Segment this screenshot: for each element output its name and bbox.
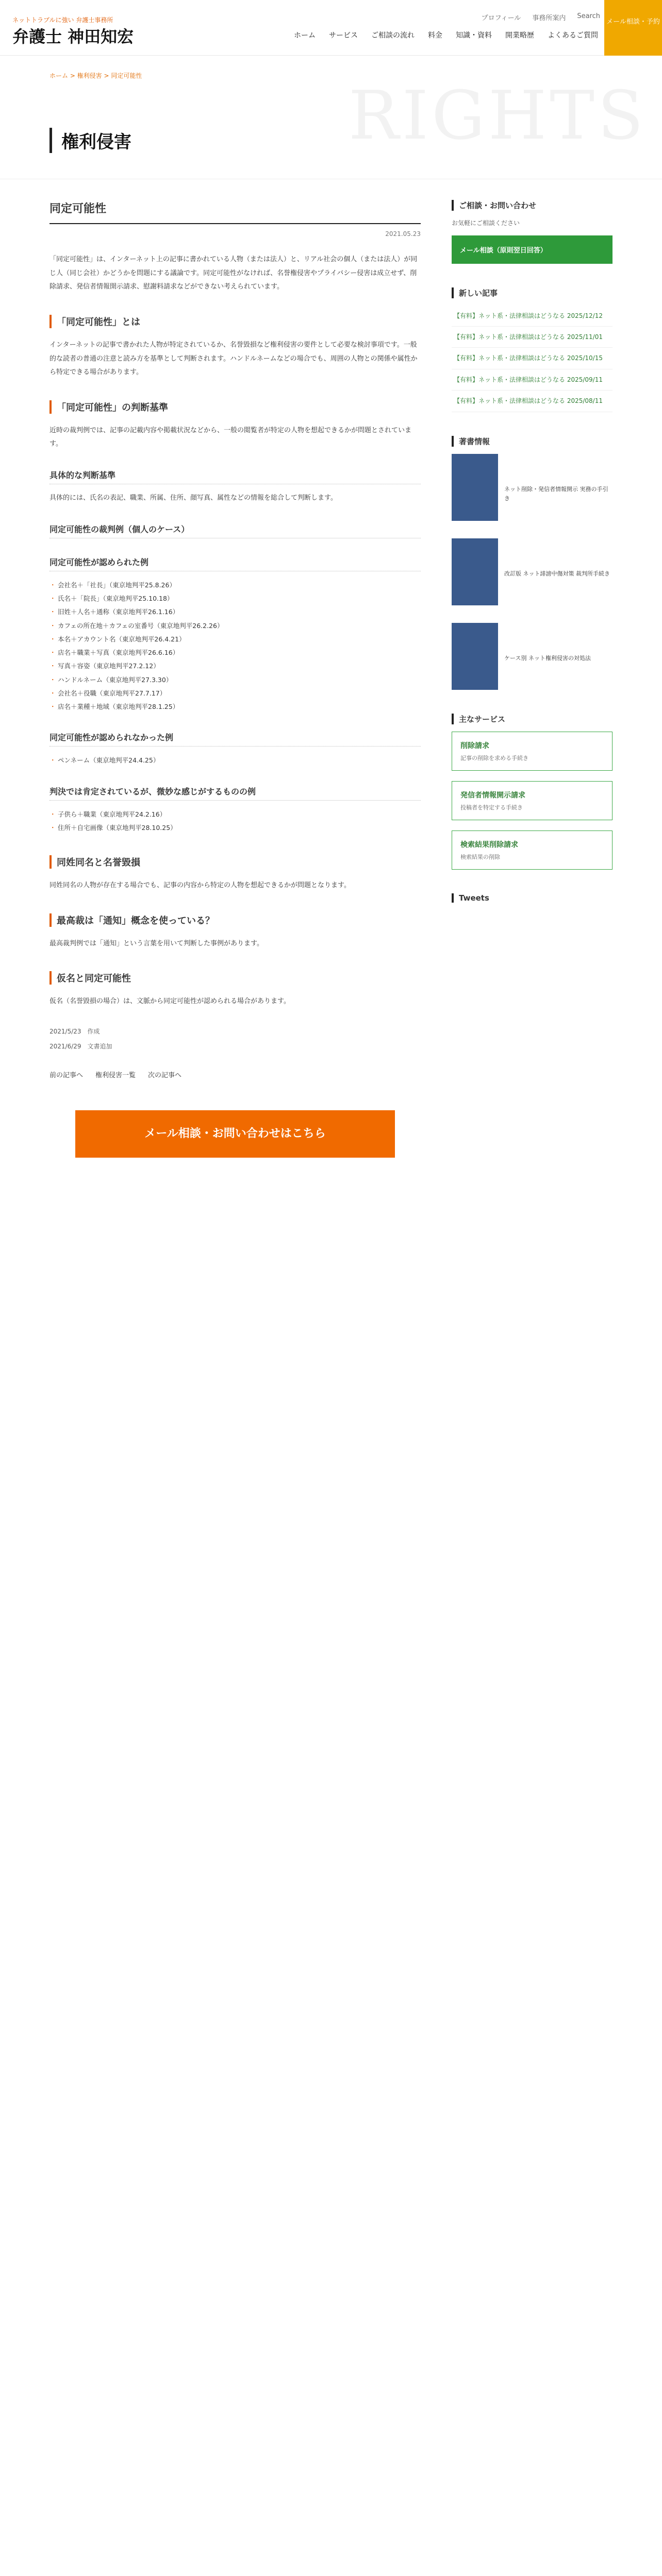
book-cover <box>452 538 498 605</box>
news-item[interactable]: 【有料】ネット系・法律相談はどうなる 2025/08/11 <box>452 391 613 412</box>
util-office[interactable]: 事務所案内 <box>532 14 566 22</box>
util-profile[interactable]: プロフィール <box>481 14 521 22</box>
service-title: 発信者情報開示請求 <box>460 791 525 800</box>
book-card[interactable] <box>452 454 613 521</box>
logo-subtitle: ネットトラブルに強い 弁護士事務所 <box>12 16 113 24</box>
service-card[interactable] <box>452 781 613 820</box>
list-item: ・ 会社名＋役職（東京地判平27.7.17） <box>49 687 421 700</box>
list-item: ・ カフェの所在地＋カフェの室番号（東京地判平26.2.26） <box>49 619 421 633</box>
sidebar-heading: ご相談・お問い合わせ <box>452 200 613 211</box>
book-card[interactable] <box>452 623 613 690</box>
nav-service[interactable]: サービス <box>329 31 358 40</box>
service-desc: 投稿者を特定する手続き <box>460 804 523 811</box>
nav-history[interactable]: 開業略歴 <box>505 31 534 40</box>
page-hero <box>0 56 662 179</box>
section-text: 具体的には、氏名の表記、職業、所属、住所、顔写真、属性などの情報を総合して判断します。 <box>49 494 337 502</box>
intro-text: 「同定可能性」は、インターネット上の記事に書かれている人物（または法人）と、リアル社会の個人（または法人）が同じ人（同じ会社）かどうかを問題にする議論です。同定可能性がなければ、名誉権侵害やプライバシー侵害は成立せず、削除請求、発信者情報開示請求、慰謝料請求などができない考えられています。 <box>49 256 418 291</box>
revision-history <box>49 1024 421 1054</box>
nav-fee[interactable]: 料金 <box>428 31 442 40</box>
revision-item: 2021/6/29 文書追加 <box>49 1042 112 1050</box>
list-item: ・ ペンネーム（東京地判平24.4.25） <box>49 754 421 767</box>
hero-bg-text: RIGHTS <box>348 76 647 155</box>
list-item: ・ 住所＋自宅画像（東京地判平28.10.25） <box>49 821 421 835</box>
section-text: 仮名（名誉毀損の場合）は、文脈から同定可能性が認められる場合があります。 <box>49 997 290 1006</box>
util-search[interactable]: Search <box>577 12 600 20</box>
service-title: 検索結果削除請求 <box>460 840 518 849</box>
news-item[interactable]: 【有料】ネット系・法律相談はどうなる 2025/11/01 <box>452 327 613 348</box>
page-title: 権利侵害 <box>49 128 131 153</box>
service-desc: 検索結果の削除 <box>460 853 500 860</box>
case-list-borderline <box>49 808 421 835</box>
section-heading: 最高裁は「通知」概念を使っている？ <box>49 913 421 927</box>
book-title: 改訂版 ネット誹謗中傷対策 裁判所手続き <box>504 570 610 577</box>
book-title: ケース別 ネット権利侵害の対処法 <box>504 654 591 662</box>
book-title: ネット削除・発信者情報開示 実務の手引き <box>504 485 608 502</box>
section-text: 近時の裁判例では、記事の記載内容や掲載状況などから、一般の閲覧者が特定の人物を想起できるかが問題とされています。 <box>49 426 412 448</box>
list-item: ・ 子供ら＋職業（東京地判平24.2.16） <box>49 808 421 821</box>
nav-faq[interactable]: よくあるご質問 <box>548 31 598 40</box>
section-heading: 「同定可能性」の判断基準 <box>49 400 421 414</box>
news-item[interactable]: 【有料】ネット系・法律相談はどうなる 2025/12/12 <box>452 306 613 327</box>
sub-heading: 同定可能性の裁判例（個人のケース） <box>49 523 421 538</box>
contact-cta-button[interactable]: メール相談・お問い合わせはこちら <box>75 1110 395 1158</box>
revision-item: 2021/5/23 作成 <box>49 1027 100 1035</box>
section-heading: 仮名と同定可能性 <box>49 971 421 985</box>
tweets-heading: Tweets <box>452 893 613 903</box>
list-link[interactable]: 権利侵害一覧 <box>95 1071 136 1079</box>
book-cover <box>452 623 498 690</box>
sidebar-text: お気軽にご相談ください <box>452 219 520 227</box>
book-cover <box>452 454 498 521</box>
section-text: インターネットの記事で書かれた人物が特定されているか、名誉毀損など権利侵害の要件として必要な検討事項です。一般的な読者の普通の注意と読み方を基準として判断されます。ハンドルネームなどの場合でも、周囲の人物との関係や属性から特定できる場合があります。 <box>49 341 418 377</box>
breadcrumb[interactable]: ホーム > 権利侵害 > 同定可能性 <box>49 72 142 79</box>
list-item: ・ ハンドルネーム（東京地判平27.3.30） <box>49 673 421 687</box>
prev-link[interactable]: 前の記事へ <box>49 1071 84 1079</box>
sidebar-heading: 新しい記事 <box>452 287 613 298</box>
nav-home[interactable]: ホーム <box>294 31 316 40</box>
list-item: ・ 店名＋職業＋写真（東京地判平26.6.16） <box>49 646 421 659</box>
news-list <box>452 306 613 412</box>
case-list-negative <box>49 754 421 767</box>
sidebar-heading: 著書情報 <box>452 436 613 447</box>
header-mail-button[interactable]: メール相談・予約 <box>604 0 662 56</box>
news-item[interactable]: 【有料】ネット系・法律相談はどうなる 2025/10/15 <box>452 348 613 369</box>
article-date: 2021.05.23 <box>385 230 421 238</box>
sidebar-heading: 主なサービス <box>452 714 613 724</box>
news-item[interactable]: 【有料】ネット系・法律相談はどうなる 2025/09/11 <box>452 369 613 391</box>
article <box>49 200 421 1158</box>
site-header <box>0 0 662 56</box>
sub-heading: 同定可能性が認められた例 <box>49 556 421 571</box>
list-item: ・ 店名＋業種＋地域（東京地判平28.1.25） <box>49 700 421 714</box>
article-pager <box>49 1070 421 1079</box>
article-title: 同定可能性 <box>49 200 421 224</box>
nav-flow[interactable]: ご相談の流れ <box>371 31 415 40</box>
section-text: 最高裁判例では「通知」という言葉を用いて判断した事例があります。 <box>49 939 263 947</box>
sub-heading: 判決では肯定されているが、微妙な感じがするものの例 <box>49 785 421 801</box>
case-list-positive <box>49 579 421 714</box>
service-desc: 記事の削除を求める手続き <box>460 754 528 761</box>
section-heading: 「同定可能性」とは <box>49 315 421 328</box>
list-item: ・ 会社名＋「社長」（東京地判平25.8.26） <box>49 579 421 592</box>
list-item: ・ 氏名＋「院長」（東京地判平25.10.18） <box>49 592 421 605</box>
service-title: 削除請求 <box>460 741 489 750</box>
list-item: ・ 旧姓＋人名＋通称（東京地判平26.1.16） <box>49 605 421 619</box>
sidebar <box>452 200 613 1158</box>
utility-nav <box>482 12 600 22</box>
next-link[interactable]: 次の記事へ <box>148 1071 182 1079</box>
global-nav <box>294 30 598 40</box>
sub-heading: 同定可能性が認められなかった例 <box>49 731 421 747</box>
section-heading: 同姓同名と名誉毀損 <box>49 855 421 869</box>
list-item: ・ 本名＋アカウント名（東京地判平26.4.21） <box>49 633 421 646</box>
list-item: ・ 写真＋容姿（東京地判平27.2.12） <box>49 659 421 673</box>
service-card[interactable] <box>452 732 613 771</box>
sub-heading: 具体的な判断基準 <box>49 469 421 484</box>
book-card[interactable] <box>452 538 613 605</box>
section-text: 同姓同名の人物が存在する場合でも、記事の内容から特定の人物を想起できるかが問題となります。 <box>49 882 351 890</box>
nav-knowledge[interactable]: 知識・資料 <box>456 31 492 40</box>
site-logo[interactable]: 弁護士 神田知宏 <box>12 27 134 46</box>
sidebar-mail-button[interactable]: メール相談（原則翌日回答） <box>452 235 613 264</box>
service-card[interactable] <box>452 831 613 870</box>
